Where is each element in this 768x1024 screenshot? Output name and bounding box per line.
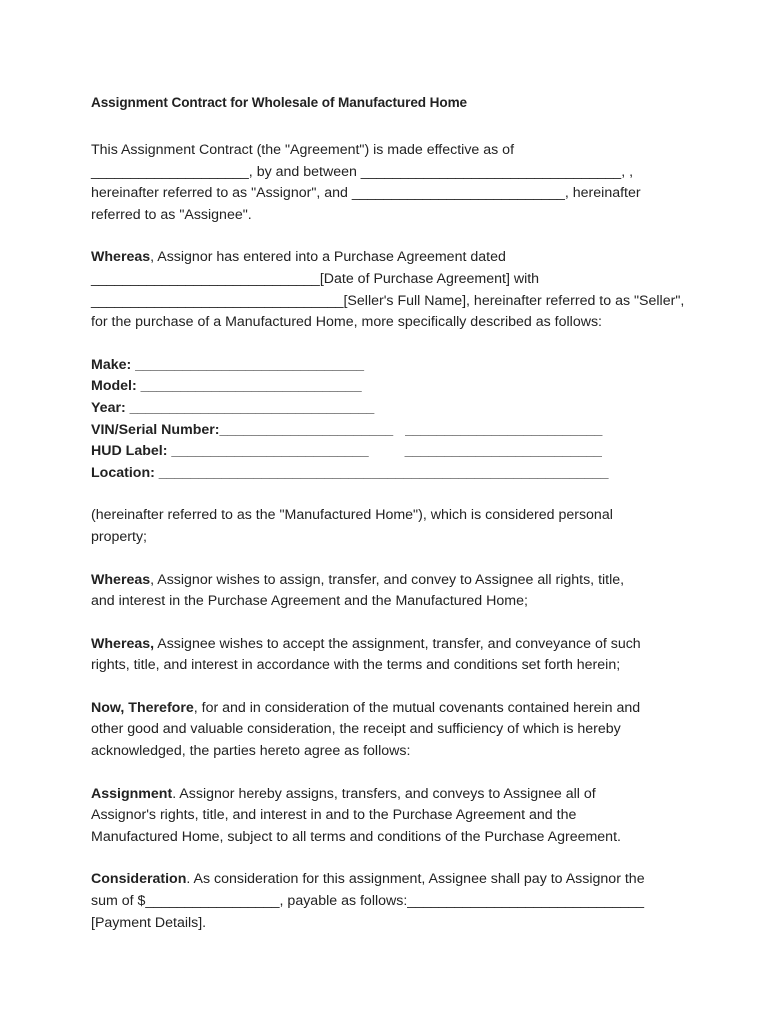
whereas-accept-line-2: rights, title, and interest in accordance with the terms and conditions set forth herein;: [91, 657, 621, 674]
assignment-line-2: Assignor's rights, title, and interest in and to the Purchase Agreement and the: [91, 807, 577, 824]
hud-row: [91, 441, 708, 463]
now-therefore-paragraph: [91, 698, 708, 763]
whereas-purchase-line-1: [91, 247, 708, 269]
assignment-heading: Assignment: [91, 785, 173, 802]
now-therefore-line-1: [91, 698, 708, 720]
whereas-keyword: Whereas: [91, 249, 151, 266]
year-field: Year: _______________________________: [91, 399, 375, 416]
make-field: Make: _____________________________: [91, 356, 364, 373]
hud-extra-blank: _________________________: [404, 443, 602, 460]
whereas-purchase-text: , Assignor has entered into a Purchase Agreement dated: [150, 249, 506, 266]
consideration-line-3: [Payment Details].: [91, 914, 207, 931]
whereas-accept-paragraph: [91, 634, 708, 677]
hereinafter-line-2: property;: [91, 528, 147, 545]
intro-line-1: This Assignment Contract (the "Agreement") is made effective as of: [91, 142, 515, 158]
whereas-purchase-line-3: ________________________________[Seller's Full Name], hereinafter referred to as "Seller",: [91, 292, 685, 309]
now-therefore-text: , for and in consideration of the mutual covenants contained herein and: [193, 699, 641, 716]
model-field: Model: ____________________________: [91, 378, 362, 395]
assignment-paragraph: [91, 784, 708, 849]
whereas-accept-line-1: [91, 634, 708, 656]
vin-field: VIN/Serial Number:______________________: [91, 421, 394, 438]
consideration-line-1: [91, 869, 708, 891]
now-therefore-line-2: other good and valuable consideration, the receipt and sufficiency of which is hereby: [91, 721, 621, 738]
intro-line-3: hereinafter referred to as "Assignor", and ___________________________, hereinafter: [91, 185, 641, 202]
intro-line-2: ____________________, by and between _________________________________, ,: [91, 163, 634, 180]
intro-line-4: referred to as "Assignee".: [91, 206, 252, 223]
whereas-assign-line-2: and interest in the Purchase Agreement and the Manufactured Home;: [91, 593, 528, 610]
consideration-paragraph: [91, 869, 708, 934]
hereinafter-line-1: (hereinafter referred to as the "Manufactured Home"), which is considered personal: [91, 507, 613, 524]
whereas-purchase-line-4: for the purchase of a Manufactured Home, more specifically described as follows:: [91, 314, 602, 331]
whereas-assign-text: , Assignor wishes to assign, transfer, and convey to Assignee all rights, title,: [150, 571, 625, 588]
consideration-text: . As consideration for this assignment, Assignee shall pay to Assignor the: [186, 871, 645, 888]
consideration-line-2: sum of $_________________, payable as follows:______________________________: [91, 893, 645, 910]
document-title: Assignment Contract for Wholesale of Manufactured Home: [91, 95, 468, 110]
whereas-accept-text: Assignee wishes to accept the assignment, transfer, and conveyance of such: [154, 635, 641, 652]
location-field: Location: _________________________________________________________: [91, 464, 609, 481]
whereas-assign-paragraph: [91, 570, 708, 613]
hud-field: HUD Label: _________________________: [91, 443, 369, 460]
consideration-heading: Consideration: [91, 871, 187, 888]
assignment-line-1: [91, 784, 708, 806]
home-specs-block: [91, 355, 708, 485]
assignment-line-3: Manufactured Home, subject to all terms and conditions of the Purchase Agreement.: [91, 828, 621, 845]
whereas-purchase-line-2: _____________________________[Date of Purchase Agreement] with: [91, 270, 540, 287]
whereas-keyword: Whereas,: [91, 635, 155, 652]
whereas-purchase-paragraph: [91, 247, 708, 333]
vin-extra-blank: _________________________: [405, 421, 603, 438]
now-therefore-line-3: acknowledged, the parties hereto agree as follows:: [91, 743, 411, 760]
assignment-text: . Assignor hereby assigns, transfers, and conveys to Assignee all of: [172, 785, 596, 802]
whereas-keyword: Whereas: [91, 571, 151, 588]
now-therefore-keyword: Now, Therefore: [91, 699, 194, 716]
vin-row: [91, 420, 708, 442]
intro-paragraph: [91, 140, 708, 226]
whereas-assign-line-1: [91, 570, 708, 592]
hereinafter-paragraph: [91, 505, 708, 548]
